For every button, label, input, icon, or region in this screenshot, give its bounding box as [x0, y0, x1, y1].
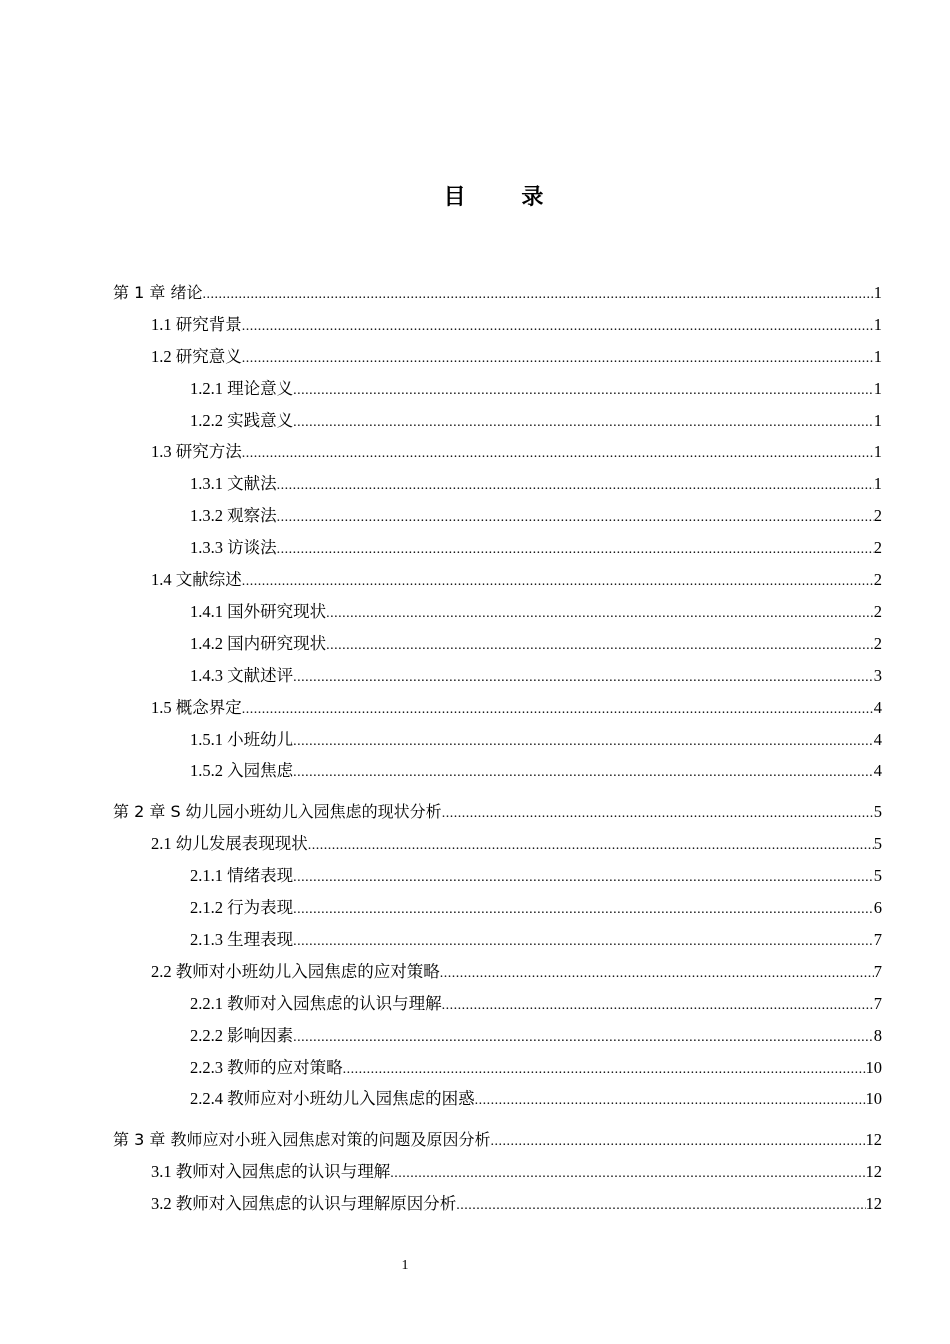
toc-entry-label: 第 3 章 教师应对小班入园焦虑对策的问题及原因分析 — [113, 1130, 491, 1149]
toc-chapter-entry[interactable] — [113, 282, 882, 304]
toc-entry-page: 1 — [873, 411, 882, 430]
toc-section-entry[interactable] — [151, 1161, 882, 1183]
toc-entry-label: 1.5.2 入园焦虑 — [190, 761, 294, 780]
toc-leader-dots — [456, 1195, 865, 1217]
toc-entry-page: 7 — [873, 962, 882, 981]
toc-section-entry[interactable] — [151, 961, 882, 983]
toc-leader-dots — [440, 963, 874, 985]
toc-entry-page: 1 — [873, 283, 882, 302]
toc-entry-label: 1.2.1 理论意义 — [190, 379, 294, 398]
toc-chapter-entry[interactable] — [113, 801, 882, 823]
toc-entry-label: 1.2.2 实践意义 — [190, 411, 294, 430]
toc-leader-dots — [293, 731, 874, 753]
toc-leader-dots — [242, 443, 874, 465]
toc-leader-dots — [293, 762, 874, 784]
toc-entry-page: 5 — [873, 802, 882, 821]
toc-leader-dots — [442, 995, 874, 1017]
toc-entry-label: 1.4.2 国内研究现状 — [190, 634, 327, 653]
toc-entry-page: 10 — [865, 1058, 882, 1077]
toc-entry-page: 10 — [865, 1089, 882, 1108]
toc-entry-label: 第 2 章 S 幼儿园小班幼儿入园焦虑的现状分析 — [113, 802, 442, 821]
toc-entry-label: 2.2.2 影响因素 — [190, 1026, 294, 1045]
toc-entry-page: 1 — [873, 474, 882, 493]
toc-leader-dots — [277, 539, 874, 561]
toc-subsection-entry[interactable] — [190, 929, 882, 951]
toc-leader-dots — [390, 1163, 865, 1185]
toc-subsection-entry[interactable] — [190, 505, 882, 527]
page-title: 目 录 — [443, 185, 568, 210]
toc-entry-page: 12 — [865, 1130, 882, 1149]
toc-subsection-entry[interactable] — [190, 601, 882, 623]
toc-leader-dots — [242, 348, 874, 370]
toc-leader-dots — [293, 412, 874, 434]
toc-entry-page: 5 — [873, 834, 882, 853]
toc-subsection-entry[interactable] — [190, 633, 882, 655]
toc-subsection-entry[interactable] — [190, 1025, 882, 1047]
toc-leader-dots — [490, 1131, 865, 1153]
toc-subsection-entry[interactable] — [190, 473, 882, 495]
toc-entry-label: 2.2.1 教师对入园焦虑的认识与理解 — [190, 994, 442, 1013]
toc-leader-dots — [293, 667, 874, 689]
toc-entry-page: 12 — [865, 1162, 882, 1181]
toc-entry-label: 1.5.1 小班幼儿 — [190, 730, 294, 749]
toc-subsection-entry[interactable] — [190, 537, 882, 559]
toc-entry-label: 3.2 教师对入园焦虑的认识与理解原因分析 — [151, 1194, 457, 1213]
toc-entry-label: 1.2 研究意义 — [151, 347, 242, 366]
toc-leader-dots — [202, 284, 873, 306]
toc-leader-dots — [293, 899, 874, 921]
toc-entry-page: 2 — [873, 634, 882, 653]
toc-leader-dots — [308, 835, 874, 857]
toc-entry-page: 1 — [873, 442, 882, 461]
toc-subsection-entry[interactable] — [190, 729, 882, 751]
toc-section-entry[interactable] — [151, 569, 882, 591]
toc-leader-dots — [442, 803, 874, 825]
toc-leader-dots — [293, 1027, 874, 1049]
toc-entry-label: 2.1.2 行为表现 — [190, 898, 294, 917]
toc-leader-dots — [326, 635, 874, 657]
toc-entry-label: 1.1 研究背景 — [151, 315, 242, 334]
toc-entry-page: 12 — [865, 1194, 882, 1213]
toc-entry-page: 5 — [873, 866, 882, 885]
toc-entry-page: 2 — [873, 570, 882, 589]
toc-entry-label: 1.3.3 访谈法 — [190, 538, 277, 557]
toc-entry-label: 2.1.1 情绪表现 — [190, 866, 294, 885]
toc-entry-label: 1.3.2 观察法 — [190, 506, 277, 525]
toc-section-entry[interactable] — [151, 833, 882, 855]
toc-section-entry[interactable] — [151, 441, 882, 463]
toc-subsection-entry[interactable] — [190, 993, 882, 1015]
toc-entry-label: 第 1 章 绪论 — [113, 283, 203, 302]
toc-entry-label: 3.1 教师对入园焦虑的认识与理解 — [151, 1162, 391, 1181]
toc-subsection-entry[interactable] — [190, 760, 882, 782]
toc-entry-page: 1 — [873, 347, 882, 366]
toc-section-entry[interactable] — [151, 346, 882, 368]
toc-leader-dots — [242, 571, 874, 593]
toc-leader-dots — [293, 867, 874, 889]
toc-leader-dots — [475, 1090, 866, 1112]
toc-entry-label: 2.2 教师对小班幼儿入园焦虑的应对策略 — [151, 962, 440, 981]
toc-subsection-entry[interactable] — [190, 1088, 882, 1110]
toc-leader-dots — [293, 931, 874, 953]
toc-entry-page: 4 — [873, 730, 882, 749]
toc-entry-page: 6 — [873, 898, 882, 917]
toc-entry-label: 1.4.3 文献述评 — [190, 666, 294, 685]
toc-entry-label: 1.3.1 文献法 — [190, 474, 277, 493]
toc-entry-label: 1.4 文献综述 — [151, 570, 242, 589]
toc-section-entry[interactable] — [151, 314, 882, 336]
toc-subsection-entry[interactable] — [190, 378, 882, 400]
toc-entry-label: 1.4.1 国外研究现状 — [190, 602, 327, 621]
toc-entry-page: 4 — [873, 761, 882, 780]
toc-leader-dots — [326, 603, 874, 625]
toc-entry-label: 1.5 概念界定 — [151, 698, 242, 717]
toc-entry-page: 1 — [873, 379, 882, 398]
toc-leader-dots — [242, 316, 874, 338]
toc-leader-dots — [343, 1059, 866, 1081]
toc-leader-dots — [277, 475, 874, 497]
toc-chapter-entry[interactable] — [113, 1129, 882, 1151]
toc-entry-page: 2 — [873, 506, 882, 525]
toc-leader-dots — [277, 507, 874, 529]
toc-subsection-entry[interactable] — [190, 410, 882, 432]
toc-subsection-entry[interactable] — [190, 1057, 882, 1079]
toc-subsection-entry[interactable] — [190, 897, 882, 919]
page-number: 1 — [401, 1258, 409, 1273]
toc-entry-page: 4 — [873, 698, 882, 717]
toc-subsection-entry[interactable] — [190, 865, 882, 887]
toc-section-entry[interactable] — [151, 1193, 882, 1215]
toc-entry-label: 2.2.4 教师应对小班幼儿入园焦虑的困惑 — [190, 1089, 475, 1108]
toc-entry-page: 7 — [873, 994, 882, 1013]
toc-leader-dots — [293, 380, 874, 402]
toc-entry-label: 2.1.3 生理表现 — [190, 930, 294, 949]
toc-entry-page: 1 — [873, 315, 882, 334]
toc-entry-page: 2 — [873, 538, 882, 557]
toc-leader-dots — [242, 699, 874, 721]
toc-entry-page: 2 — [873, 602, 882, 621]
toc-entry-page: 3 — [873, 666, 882, 685]
toc-entry-page: 7 — [873, 930, 882, 949]
toc-entry-page: 8 — [873, 1026, 882, 1045]
toc-entry-label: 2.1 幼儿发展表现现状 — [151, 834, 308, 853]
toc-section-entry[interactable] — [151, 697, 882, 719]
toc-subsection-entry[interactable] — [190, 665, 882, 687]
toc-entry-label: 2.2.3 教师的应对策略 — [190, 1058, 343, 1077]
toc-entry-label: 1.3 研究方法 — [151, 442, 242, 461]
